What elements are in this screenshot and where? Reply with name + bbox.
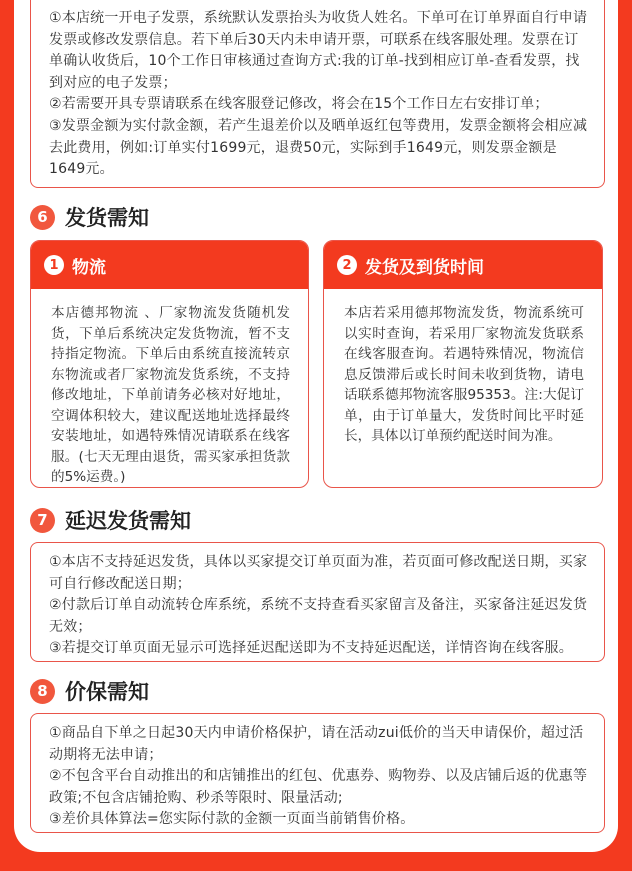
price-protection-section-title xyxy=(30,676,149,706)
price-note-3: ③差价具体算法=您实际付款的金额一页面当前销售价格。 xyxy=(49,811,415,828)
delay-note-3: ③若提交订单页面无显示可选择延迟配送即为不支持延迟配送，详情咨询在线客服。 xyxy=(49,640,573,657)
card-number-badge: 1 xyxy=(44,255,64,275)
logistics-card-header xyxy=(31,241,308,289)
card-title: 物流 xyxy=(72,257,106,278)
invoice-note-2: ②若需要开具专票请联系在线客服登记修改，将会在15个工作日左右安排订单； xyxy=(49,96,549,113)
section-heading: 价保需知 xyxy=(65,680,149,704)
invoice-notes-text xyxy=(31,0,604,181)
price-protection-notes-text xyxy=(31,714,604,831)
invoice-notes-box xyxy=(30,0,605,188)
price-note-2: ②不包含平台自动推出的和店铺推出的红包、优惠券、购物券、以及店铺后返的优惠等政策;不包含店铺抢购、秒杀等限时、限量活动; xyxy=(49,768,588,806)
delivery-time-card-header xyxy=(324,241,602,289)
delay-section-title xyxy=(30,505,191,535)
delay-note-1: ①本店不支持延迟发货，具体以买家提交订单页面为准，若页面可修改配送日期，买家可自行修改配送日期； xyxy=(49,554,588,592)
logistics-card xyxy=(30,240,309,488)
price-note-1: ①商品自下单之日起30天内申请价格保护，请在活动zui低价的当天申请保价，超过活动期将无法申请； xyxy=(49,725,584,763)
card-title: 发货及到货时间 xyxy=(365,257,484,278)
section-number-badge: 8 xyxy=(30,679,55,704)
price-protection-notes-box xyxy=(30,713,605,833)
delay-notes-text xyxy=(31,543,604,660)
logistics-card-body: 本店德邦物流 、厂家物流发货随机发货，下单后系统决定发货物流，暂不支持指定物流。下单后由系统直接流转京东物流或者厂家物流发货系统，不支持修改地址，下单前请务必核对好地址，空调体积较大，建议配送地址选择最终安装地址，如遇特殊情况请联系在线客服。(七天无理由退货，需买家承担货款的5%运费。) xyxy=(51,305,290,485)
delivery-time-card-body: 本店若采用德邦物流发货，物流系统可以实时查询，若采用厂家物流发货联系在线客服查询。若遇特殊情况，物流信息反馈滞后或长时间未收到货物，请电话联系德邦物流客服95353。注:大促订单，由于订单量大，发货时间比平时延长，具体以订单预约配送时间为准。 xyxy=(344,305,584,444)
section-heading: 延迟发货需知 xyxy=(65,509,191,533)
section-heading: 发货需知 xyxy=(65,206,149,230)
shipping-section-title xyxy=(30,202,149,232)
section-number-badge: 6 xyxy=(30,205,55,230)
card-number-badge: 2 xyxy=(337,255,357,275)
section-number-badge: 7 xyxy=(30,508,55,533)
delivery-time-card xyxy=(323,240,603,488)
delay-notes-box xyxy=(30,542,605,662)
invoice-note-1: ①本店统一开电子发票，系统默认发票抬头为收货人姓名。下单可在订单界面自行申请发票或修改发票信息。若下单后30天内未申请开票，可联系在线客服处理。发票在订单确认收货后，10个工作日审核通过查询方式:我的订单-找到相应订单-查看发票，找到对应的电子发票； xyxy=(49,10,588,91)
invoice-note-3: ③发票金额为实付款金额，若产生退差价以及晒单返红包等费用，发票金额将会相应减去此费用，例如:订单实付1699元，退费50元，实际到手1649元，则发票金额是1649元。 xyxy=(49,117,588,178)
delay-note-2: ②付款后订单自动流转仓库系统，系统不支持查看买家留言及备注，买家备注延迟发货无效； xyxy=(49,597,588,635)
